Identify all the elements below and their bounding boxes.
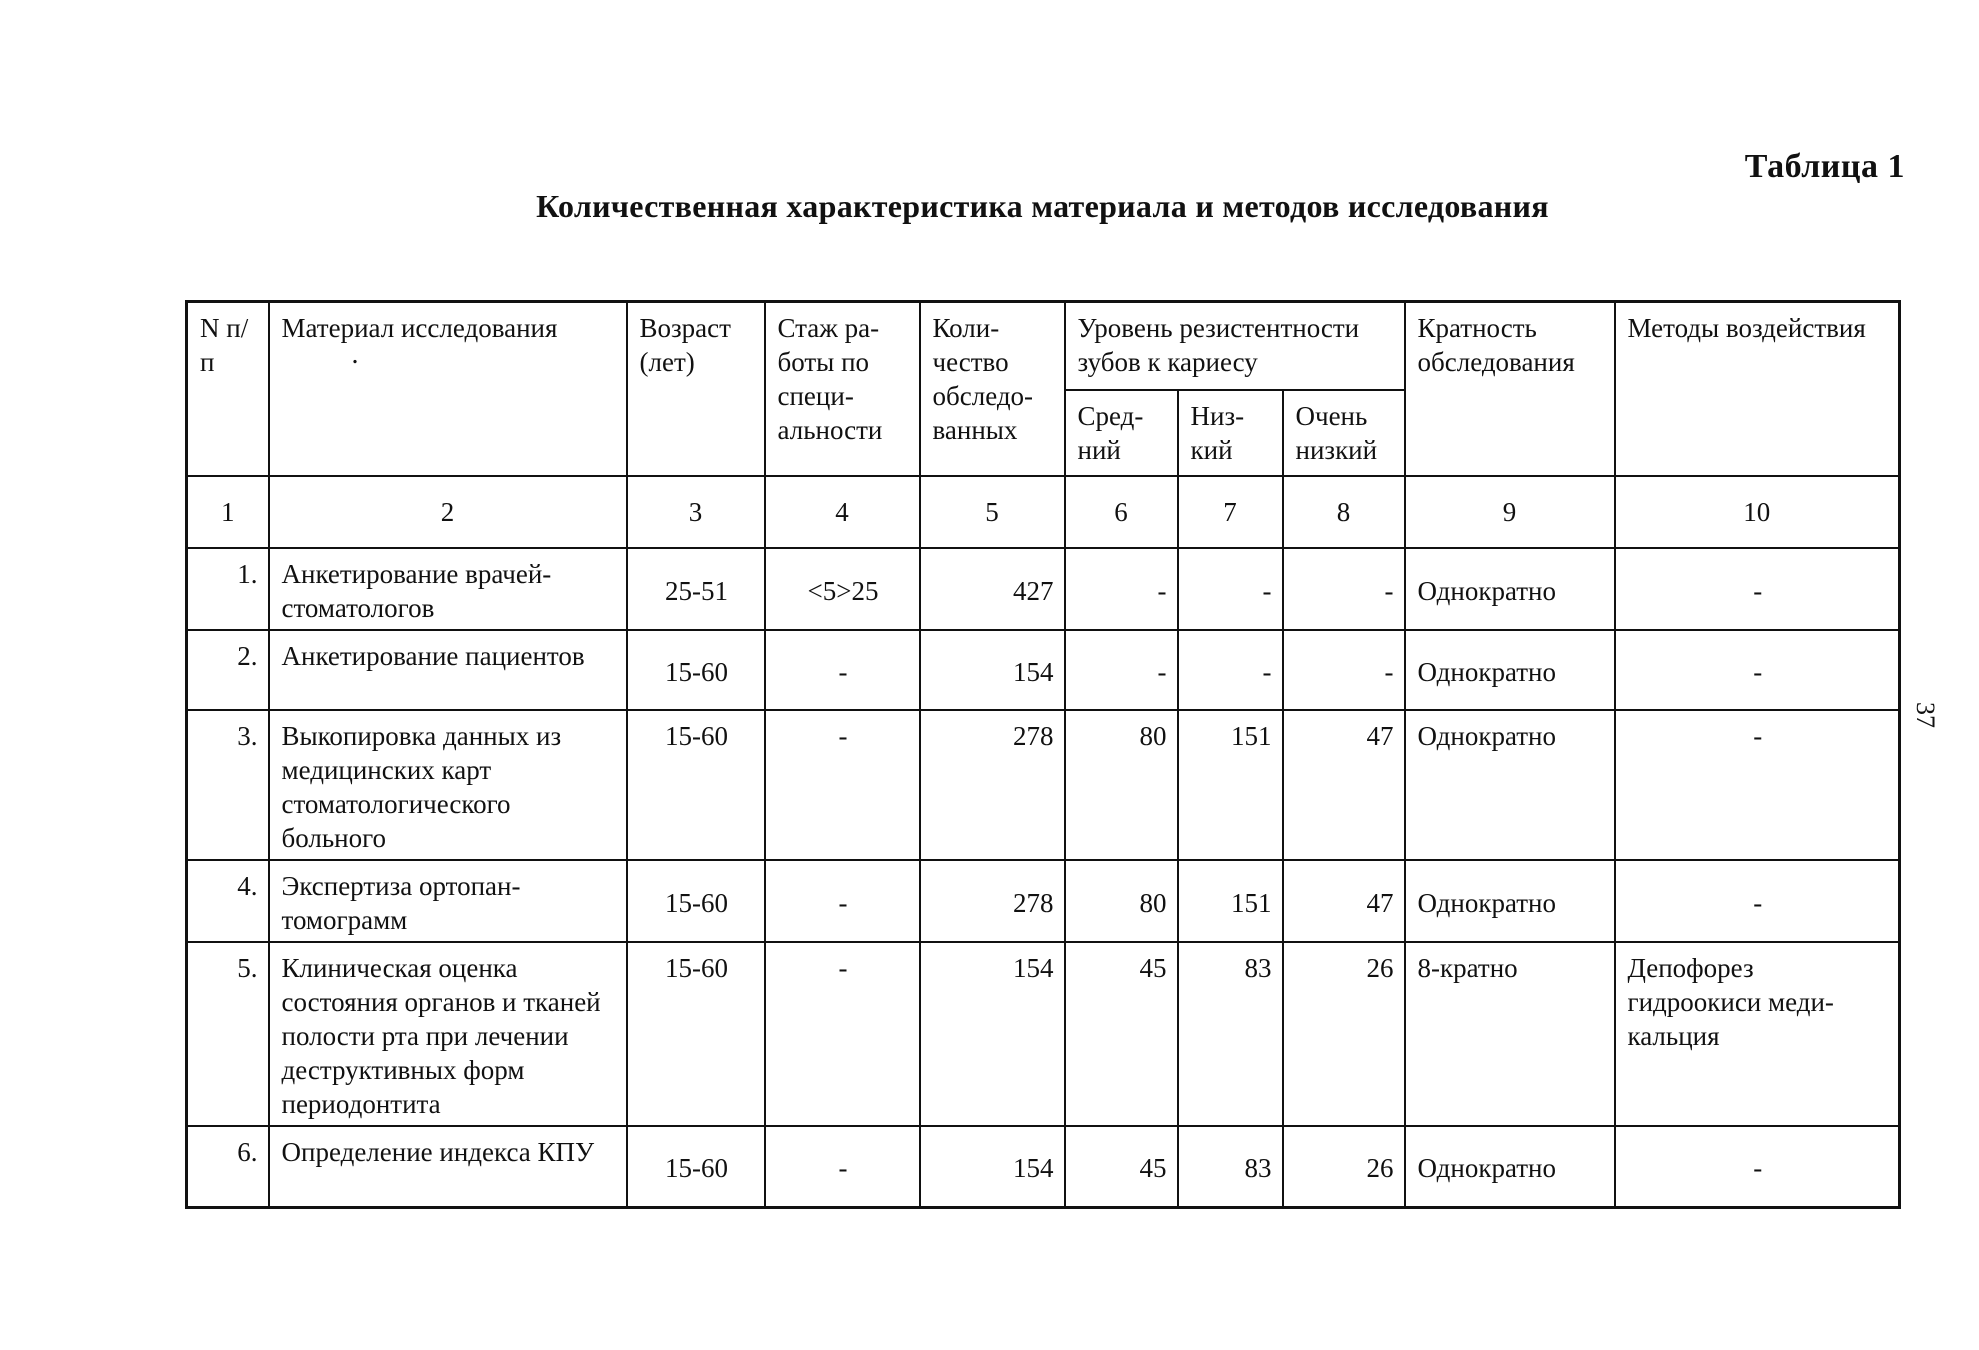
cell-num: 6. [187,1126,269,1208]
cell-methods: - [1615,860,1900,942]
cell-material: Экспертиза ортопан-томограмм [269,860,627,942]
column-number: 10 [1615,476,1900,548]
header-experience: Стаж ра-боты по специ-альности [765,302,920,476]
table-row [187,548,1900,630]
column-number: 9 [1405,476,1615,548]
header-resistance: Уровень резистентности зубов к кариесу [1065,302,1405,390]
page-number: 37 [1911,702,1940,728]
header-res-low: Низ-кий [1178,390,1283,476]
header-res-medium: Сред-ний [1065,390,1178,476]
header-frequency: Кратность обследования [1405,302,1615,476]
cell-material: Клиническая оценка состояния органов и тканей полости рта при лечении деструктивных форм периодонтита [269,942,627,1126]
cell-res-low: 151 [1178,710,1283,860]
cell-count: 278 [920,710,1065,860]
cell-age: 25-51 [627,548,765,630]
table-row [187,710,1900,860]
cell-methods: - [1615,710,1900,860]
cell-experience: - [765,1126,920,1208]
cell-methods: Депофорез гидроокиси меди-кальция [1615,942,1900,1126]
cell-res-medium: - [1065,630,1178,710]
header-res-very-low: Очень низкий [1283,390,1405,476]
cell-experience: - [765,860,920,942]
header-methods: Методы воздействия [1615,302,1900,476]
cell-experience: - [765,942,920,1126]
cell-count: 427 [920,548,1065,630]
cell-num: 3. [187,710,269,860]
column-number: 7 [1178,476,1283,548]
cell-res-very-low: 47 [1283,710,1405,860]
cell-res-low: 83 [1178,942,1283,1126]
cell-experience: - [765,710,920,860]
cell-res-medium: 45 [1065,1126,1178,1208]
column-number: 6 [1065,476,1178,548]
cell-material: Анкетирование пациентов [269,630,627,710]
cell-frequency: Однократно [1405,860,1615,942]
header-material-mark: . [351,339,359,370]
cell-count: 154 [920,1126,1065,1208]
cell-res-low: 151 [1178,860,1283,942]
table-row [187,942,1900,1126]
cell-methods: - [1615,1126,1900,1208]
header-count: Коли-чество обследо-ванных [920,302,1065,476]
cell-frequency: 8-кратно [1405,942,1615,1126]
column-number: 5 [920,476,1065,548]
cell-frequency: Однократно [1405,1126,1615,1208]
table-row [187,860,1900,942]
cell-res-low: 83 [1178,1126,1283,1208]
cell-num: 4. [187,860,269,942]
document-title: Количественная характеристика материала и методов исследования [536,188,1549,224]
cell-res-very-low: 47 [1283,860,1405,942]
cell-res-low: - [1178,548,1283,630]
column-number: 8 [1283,476,1405,548]
cell-frequency: Однократно [1405,630,1615,710]
cell-num: 5. [187,942,269,1126]
cell-res-medium: 45 [1065,942,1178,1126]
column-number: 2 [269,476,627,548]
cell-res-medium: 80 [1065,860,1178,942]
header-material-label: Материал исследования [281,313,558,343]
cell-material: Определение индекса КПУ [269,1126,627,1208]
cell-res-very-low: - [1283,548,1405,630]
cell-res-low: - [1178,630,1283,710]
table-row [187,1126,1900,1208]
cell-res-medium: - [1065,548,1178,630]
cell-res-very-low: 26 [1283,942,1405,1126]
cell-frequency: Однократно [1405,710,1615,860]
table-label: Таблица 1 [1744,148,1905,185]
cell-res-very-low: - [1283,630,1405,710]
header-age: Возраст (лет) [627,302,765,476]
cell-age: 15-60 [627,630,765,710]
cell-age: 15-60 [627,942,765,1126]
cell-count: 278 [920,860,1065,942]
column-number: 4 [765,476,920,548]
cell-res-medium: 80 [1065,710,1178,860]
cell-methods: - [1615,630,1900,710]
header-num: N п/п [187,302,269,476]
cell-frequency: Однократно [1405,548,1615,630]
cell-num: 1. [187,548,269,630]
cell-experience: <5>25 [765,548,920,630]
header-row [187,302,1900,390]
cell-material: Выкопировка данных из медицинских карт стоматологического больного [269,710,627,860]
cell-num: 2. [187,630,269,710]
cell-age: 15-60 [627,1126,765,1208]
table-row [187,630,1900,710]
column-number: 1 [187,476,269,548]
cell-experience: - [765,630,920,710]
cell-count: 154 [920,942,1065,1126]
column-number: 3 [627,476,765,548]
header-material [269,302,627,476]
cell-age: 15-60 [627,860,765,942]
column-number-row [187,476,1900,548]
cell-material: Анкетирование врачей-стоматологов [269,548,627,630]
cell-methods: - [1615,548,1900,630]
cell-res-very-low: 26 [1283,1126,1405,1208]
cell-age: 15-60 [627,710,765,860]
cell-count: 154 [920,630,1065,710]
data-table [185,300,1901,1209]
